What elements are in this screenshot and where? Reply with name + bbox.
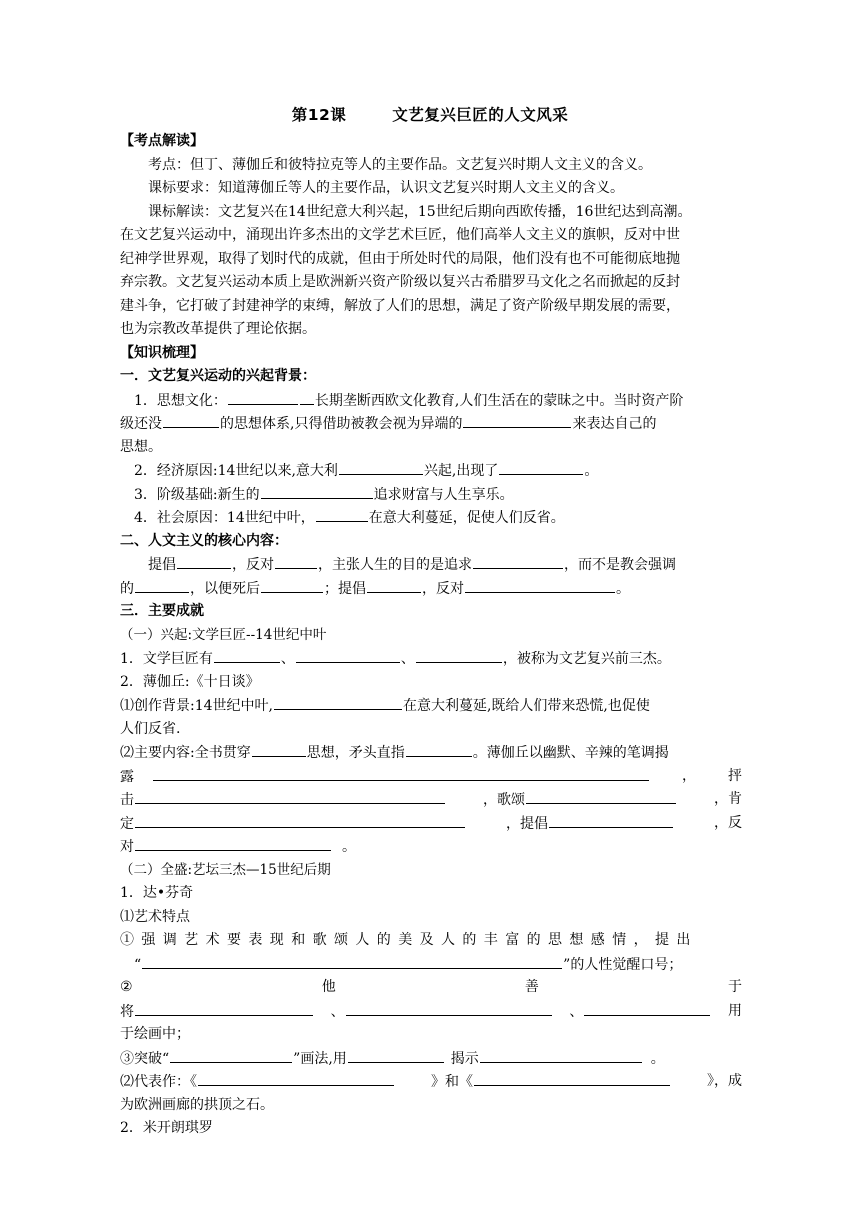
ach-line-11: ⑴艺术特点 <box>120 908 190 925</box>
bg-line-5 <box>120 483 742 507</box>
ach-line-12: ①强调艺术要表现和歌颂人的美及人的丰富的思想感情，提出 <box>120 932 698 948</box>
lesson-name: 文艺复兴巨匠的人文风采 <box>392 106 569 124</box>
fill-blank[interactable] <box>170 1047 292 1063</box>
core-line-1 <box>120 553 742 577</box>
text: 、 <box>400 651 415 667</box>
fill-blank[interactable] <box>261 577 323 593</box>
text: 、 <box>330 1003 345 1020</box>
ach-line-13 <box>120 953 742 977</box>
text <box>120 1070 395 1094</box>
fill-blank[interactable] <box>163 412 219 428</box>
fill-blank[interactable] <box>367 577 421 593</box>
text <box>431 1070 671 1094</box>
fill-blank[interactable] <box>252 741 306 757</box>
ach-line-18 <box>120 1070 742 1094</box>
fill-blank[interactable] <box>135 788 445 804</box>
fill-blank[interactable] <box>135 835 331 851</box>
fill-blank[interactable] <box>274 694 402 710</box>
bg-line-4 <box>120 459 742 483</box>
fill-blank[interactable] <box>473 553 563 569</box>
text: ，被称为文艺复兴前三杰。 <box>502 651 671 667</box>
text: 、 <box>280 651 295 667</box>
text: 1．文学巨匠有 <box>120 651 213 667</box>
text: ，肯 <box>714 791 742 807</box>
text <box>120 812 466 836</box>
text: 在意大利蔓延,既给人们带来恐慌,也促使 <box>402 698 650 714</box>
text: 兴起,出现了 <box>423 463 499 479</box>
text: 级还没 <box>120 416 162 432</box>
text: 击 <box>120 792 134 808</box>
jiedu-line-1: 课标解读：文艺复兴在14世纪意大利兴起，15世纪后期向西欧传播，16世纪达到高潮。 <box>148 203 692 220</box>
ach-line-3 <box>120 694 742 718</box>
fill-blank[interactable] <box>142 953 562 969</box>
text: “ <box>134 956 142 973</box>
ach-line-16: 于绘画中； <box>120 1026 190 1042</box>
jiedu-line-2: 在文艺复兴运动中，涌现出许多杰出的文学艺术巨匠，他们高举人文主义的旗帜，反对中世 <box>120 227 680 243</box>
fill-blank[interactable] <box>465 577 615 593</box>
text: 。 <box>342 839 356 855</box>
fill-blank[interactable] <box>296 647 400 663</box>
text: ， <box>682 767 696 784</box>
text: 将 <box>120 1003 134 1020</box>
text: ② <box>120 979 133 995</box>
text: ”的人性觉醒口号； <box>563 956 683 973</box>
fill-blank[interactable] <box>316 506 368 522</box>
part3-heading: 三．主要成就 <box>120 603 204 619</box>
text: ⑵主要内容:全书贯穿 <box>120 745 251 761</box>
fill-blank[interactable] <box>177 553 231 569</box>
text: ⑵代表作：《 <box>120 1074 197 1090</box>
text: 2．经济原因:14世纪以来,意大利 <box>134 463 338 479</box>
fill-blank[interactable] <box>474 1070 670 1086</box>
text: ，提倡 <box>506 815 548 832</box>
fill-blank[interactable] <box>339 459 423 475</box>
fill-blank[interactable] <box>228 389 298 405</box>
text: 追求财富与人生享乐。 <box>373 486 514 503</box>
page-title <box>0 104 860 128</box>
ach-line-10: 1．达•芬奇 <box>120 885 194 901</box>
fill-blank[interactable] <box>135 1000 313 1016</box>
section-heading-kaodian: 【考点解读】 <box>120 133 204 149</box>
ach-line-7 <box>120 788 742 812</box>
kaodian-text: 考点：但丁、薄伽丘和彼特拉克等人的主要作品。文艺复兴时期人文主义的含义。 <box>148 156 652 173</box>
text: 的思想体系,只得借助被教会视为异端的 <box>220 416 463 432</box>
text: 思想，矛头直指 <box>306 745 405 761</box>
ach-line-2: 2．薄伽丘:《十日谈》 <box>120 673 260 690</box>
text: 在意大利蔓延，促使人们反省。 <box>368 510 565 526</box>
text: ，而不是教会强调 <box>564 557 676 573</box>
bg-line-3: 思想。 <box>120 438 162 455</box>
ach-line-4: 人们反省. <box>120 720 181 737</box>
text: 长期垄断西欧文化教育,人们生活在的蒙昧之中。当时资产阶 <box>314 392 684 409</box>
text: 。 <box>616 580 630 597</box>
text: 、 <box>569 1003 584 1020</box>
fill-blank[interactable] <box>549 812 673 828</box>
text: 》，成 <box>707 1073 742 1089</box>
ach-line-8 <box>120 812 742 836</box>
text: ，主张人生的目的是追求 <box>318 557 472 573</box>
sub-heading-1: （一）兴起:文学巨匠--14世纪中叶 <box>120 626 327 643</box>
fill-blank[interactable] <box>135 812 465 828</box>
fill-blank[interactable] <box>135 577 189 593</box>
text: 》和《 <box>431 1074 473 1090</box>
text: ③突破“ <box>120 1050 170 1067</box>
fill-blank[interactable] <box>416 647 502 663</box>
text: 抨 <box>728 767 742 784</box>
text: ⑴创作背景:14世纪中叶, <box>120 698 273 714</box>
ach-line-19: 为欧洲画廊的拱顶之石。 <box>120 1096 274 1113</box>
text: 露 <box>120 768 134 785</box>
fill-blank[interactable] <box>214 647 280 663</box>
part2-heading: 二、人文主义的核心内容： <box>120 532 288 549</box>
bg-line-1 <box>120 389 742 413</box>
text <box>483 788 677 812</box>
sub-heading-2: （二）全盛:艺坛三杰—15世纪后期 <box>120 861 331 878</box>
ach-line-1 <box>120 647 742 671</box>
text: 4．社会原因：14世纪中叶， <box>134 510 315 526</box>
worksheet-body <box>120 130 742 1141</box>
text: 提倡 <box>148 557 176 573</box>
fill-blank[interactable] <box>526 788 676 804</box>
ach-line-9 <box>120 835 742 859</box>
text: ；提倡 <box>324 580 366 597</box>
fill-blank[interactable] <box>346 1000 552 1016</box>
text: ，反 <box>714 814 742 831</box>
fill-blank[interactable] <box>300 389 314 405</box>
ach-line-6 <box>120 765 742 789</box>
label: 1．思想文化： <box>134 392 227 409</box>
text <box>120 788 446 812</box>
text: 善 <box>524 979 539 995</box>
text <box>120 765 650 789</box>
section-heading-zhishi: 【知识梳理】 <box>120 344 204 361</box>
bg-line-2 <box>120 412 742 436</box>
text <box>331 1000 553 1024</box>
ach-line-5 <box>120 741 742 765</box>
text <box>506 812 674 836</box>
biaozhun-text: 课标要求：知道薄伽丘等人的主要作品，认识文艺复兴时期人文主义的含义。 <box>148 180 624 196</box>
lesson-number: 第12课 <box>291 106 347 124</box>
text: 对 <box>120 839 134 855</box>
fill-blank[interactable] <box>480 1047 642 1063</box>
fill-blank[interactable] <box>198 1070 394 1086</box>
text: ，反对 <box>422 580 464 597</box>
text <box>569 1000 711 1024</box>
text: ，歌颂 <box>483 792 525 808</box>
core-line-2 <box>120 577 742 601</box>
fill-blank[interactable] <box>348 1047 444 1063</box>
ach-line-15 <box>120 1000 742 1024</box>
fill-blank[interactable] <box>499 459 583 475</box>
text: 定 <box>120 815 134 832</box>
jiedu-line-3: 纪神学世界观，取得了划时代的成就，但由于所处时代的局限，他们没有也不可能彻底地抛 <box>120 250 680 267</box>
part1-heading: 一．文艺复兴运动的兴起背景： <box>120 368 316 384</box>
fill-blank[interactable] <box>584 1000 710 1016</box>
ach-line-20: 2．米开朗琪罗 <box>120 1120 213 1136</box>
text: 。薄伽丘以幽默、辛辣的笔调揭 <box>472 745 669 761</box>
fill-blank[interactable] <box>406 741 472 757</box>
ach-line-14 <box>120 976 742 1000</box>
fill-blank[interactable] <box>261 483 373 499</box>
text: 他 <box>321 979 336 995</box>
text: 。 <box>584 463 599 479</box>
text: 揭示 <box>450 1050 479 1067</box>
text: ”画法,用 <box>293 1050 347 1067</box>
text: ，以便死后 <box>190 580 260 597</box>
jiedu-line-4: 弃宗教。文艺复兴运动本质上是欧洲新兴资产阶级以复兴古希腊罗马文化之名而掀起的反封 <box>120 274 680 290</box>
jiedu-line-6: 也为宗教改革提供了理论依据。 <box>120 321 316 337</box>
text: 。 <box>650 1050 665 1067</box>
text: 3．阶级基础:新生的 <box>134 486 260 503</box>
fill-blank[interactable] <box>153 765 649 781</box>
text: 用 <box>727 1002 742 1019</box>
jiedu-line-5: 建斗争，它打破了封建神学的束缚，解放了人们的思想，满足了资产阶级早期发展的需要， <box>120 297 680 314</box>
text <box>120 1000 314 1024</box>
fill-blank[interactable] <box>463 412 571 428</box>
fill-blank[interactable] <box>275 553 317 569</box>
text: 来表达自己的 <box>572 416 657 432</box>
text: 的 <box>120 580 134 597</box>
ach-line-17 <box>120 1047 742 1071</box>
text: ，反对 <box>232 557 274 573</box>
text: 于 <box>727 979 742 995</box>
bg-line-6 <box>120 506 742 530</box>
